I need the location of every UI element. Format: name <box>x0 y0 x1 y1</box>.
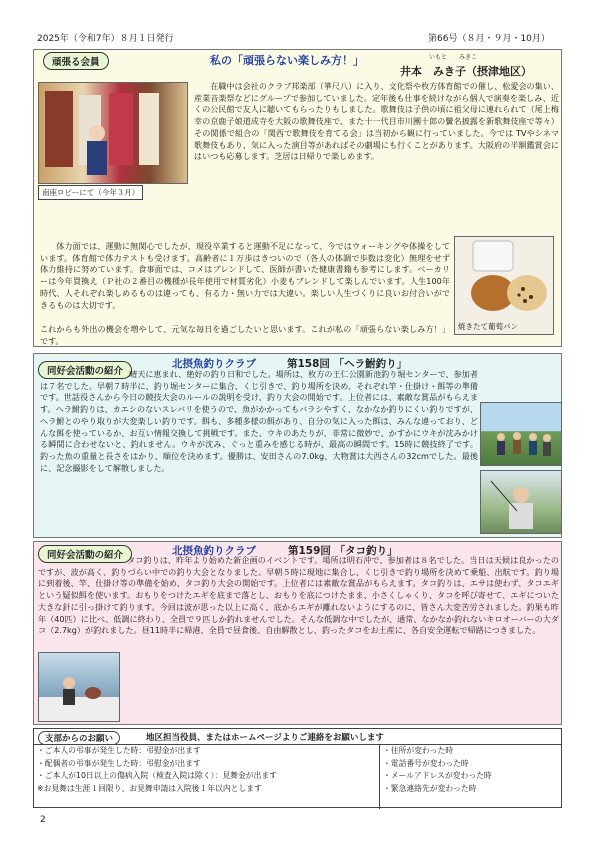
club158-body: 晴天に恵まれ、絶好の釣り日和でした。場所は、枚方の王仁公園新池釣り堀センターで、参加者は７名でした。早朝７時半に、釣り堀センターに集合、くじ引きで、釣り場所を決め、それぞれ竿・仕掛け・餌等の準備です。世話役さんから今日の競技大会のルールの説明を受け、釣り大会の開始です。上位者には、素敵な賞品がもらえます。ヘラ鮒釣りは、カエシのないスレバリを使うので、魚がかかってもバラシやすく、なかなか釣りにくい釣りですが、ヘラ鮒とのやり取りが大変楽しい釣りです。餌も、多種多様の餌があり、自分の気に入った餌は、みんな違っており、どんな餌を使っているか、お互い情報交換して挑戦です。また、ウキのあたりが、非常に微妙で、かすかにウキが沈みかける瞬間に合わせないと、釣れません。ウキが沈み、ぐっと重みを感じる時が、最高の瞬間です。15時に競技終了です。釣った魚の重量と長さをはかり、順位を決めます。優勝は、安田さんの7.0kg、大物賞は大西さんの32cmでした。最後に、記念撮影をして解散しました。 <box>40 369 478 473</box>
notice-right-item: ・電話番号が変わった時 <box>383 758 469 768</box>
club158-club-name: 北摂魚釣りクラブ <box>172 358 256 370</box>
club158-title: 第158回 「ヘラ鮒釣り」 <box>287 358 408 370</box>
fishing-group-photo <box>480 402 562 466</box>
notice-section <box>33 728 562 808</box>
notice-pill: 支部からのお願い <box>38 731 120 745</box>
member-paragraph-1: 在職中は会社のクラブ邦楽部（箏尺八）に入り、文化祭や枚方体育館での催し、松愛会の集い、産業音楽祭などにグループで参加していました。定年後も仕事を続けながら個人で演奏を楽しみ、近くの公民館で友人に聴いてもらったりもしました。歌舞伎は子供の頃に祖父母に連れられて（尾上梅幸の京鹿子娘道成寺を大阪の歌舞伎座で、また十一代目市川團十郎の鬢名披露を新歌舞伎座で等々）その関係で組合の「関西で歌舞伎を育てる会」は当初から観に行っていました。今では TVやシネマ歌舞伎もあり、気に入った演目等があればその劇場にも行くことがあります。大阪府の半額鑑賞会にはいつも応募します。芝居は日帰りで楽しめます。 <box>194 81 559 162</box>
fisherman-photo <box>480 470 562 534</box>
notice-heading: 地区担当役員、またはホームページよりご連絡をお願いします <box>146 733 384 743</box>
raisin-bread-icon <box>455 237 553 317</box>
notice-left-item: ・ご本人の弔事が発生した時：弔慰金が出ます <box>37 746 201 755</box>
notice-right-item: ・メールアドレスが変わった時 <box>383 771 492 780</box>
bread-photo-caption: 焼きたて葡萄パン <box>458 322 518 331</box>
fishing-group-icon <box>481 403 561 465</box>
notice-right-item: ・住所が変わった時 <box>383 746 454 755</box>
notice-left-note: ※お見舞は生涯１回限り、お見舞申請は入院後１年以内とします <box>37 783 262 793</box>
issue-date: 2025年（令和7年）８月１日発行 <box>37 34 174 44</box>
notice-left-item: ・配偶者の弔事が発生した時：弔慰金が出ます <box>37 758 201 768</box>
kabuki-illustration-icon <box>39 83 187 183</box>
club159-body: タコ釣りは、昨年より始めた新企画のイベントです。場所は明石沖で、参加者は８名でした。当日は天候は良かったのですが、波が高く、釣りづらい中での釣り大会となりました。早朝５時に現地に集合し、くじ引きで釣り場所を決めて乗船、出航です。釣り場に到着後、竿、仕掛け等の準備を始め、タコ釣り大会の開始です。上位者には素敵な賞品がもらえます。タコ釣りは、エサは使わず、タコエギという疑似餌を使います。おもりをつけたエギを底まで落とし、おもりを底につけたまま、小さくしゃくり、タコを呼び寄せて、エギについた大きな針に引っ掛けて釣ります。今回は波が思った以上に高く、底からエギが離れないようにするのに、皆さん大変苦労されました。釣果も昨年（40匹）に比べ、低調に終わり、全員で９匹しか釣れませんでした。そんな低調な中でしたが、通常、なかなか釣れないキロオーバーの大ダコ（2.7kg）が釣れました。昼11時半に帰港、全員で昼食後、自由解散とし、釣ったタコをお土産に、各自安全運転で帰路につきました。 <box>38 555 559 636</box>
notice-right-item: ・緊急連絡先が変わった時 <box>383 783 477 793</box>
bread-photo <box>454 236 554 335</box>
club159-section <box>33 541 562 725</box>
club159-title: 第159回 「タコ釣り」 <box>288 545 398 557</box>
member-pill: 頑張る会員 <box>43 52 109 70</box>
member-paragraph-2: 体力面では、運動に無関心でしたが、現役卒業すると運動不足になって、今ではウォーキングや体操をしています。体育館で体力テストも受けます。高齢者に１万歩はきついので（各人の体調で歩数は変化）無理をせず体力維持に努めています。食事面では、コメはブレンドして、医師が書いた健康書籍も参考にします。ベーカリーは今年買換え（Ｐ社の２番目の機種が長年使用で材質劣化）小麦もブレンドして楽しんでいます。人生100年時代、人それぞれ楽しめるものは違っても、有る力・無い力では大違い。楽しい人生づくりに良いお付合いができるものは大切です。 <box>40 241 450 310</box>
club158-pill: 同好会活動の紹介 <box>38 361 132 379</box>
member-paragraph-3: これからも外出の機会を増やして、元気な毎日を過ごしたいと思います。これが私の「頑張らない楽しみ方！」です。 <box>40 324 450 346</box>
notice-left-list <box>34 744 380 809</box>
issue-number: 第66号（８月・９月・10月） <box>428 34 550 44</box>
notice-right-list <box>380 744 561 809</box>
notice-left-item: ・ご本人が10日以上の傷病入院（検査入院は除く）：見舞金が出ます <box>37 771 277 780</box>
page-number: 2 <box>40 815 46 825</box>
fisherman-icon <box>481 471 561 533</box>
club158-section <box>33 353 562 538</box>
kabuki-photo <box>38 82 188 184</box>
club159-pill: 同好会活動の紹介 <box>38 545 132 563</box>
member-section <box>33 49 562 347</box>
club159-club-name: 北摂魚釣りクラブ <box>172 545 256 557</box>
member-title: 私の「頑張らない楽しみ方！」 <box>210 54 364 67</box>
member-name-ruby: いもと みきこ <box>429 54 478 61</box>
kabuki-photo-caption: 南座ロビーにて（今年３月） <box>38 185 143 200</box>
boat-octopus-photo <box>38 652 120 722</box>
member-name: 井本 みき子（摂津地区） <box>400 65 532 78</box>
boat-octopus-icon <box>39 653 119 721</box>
